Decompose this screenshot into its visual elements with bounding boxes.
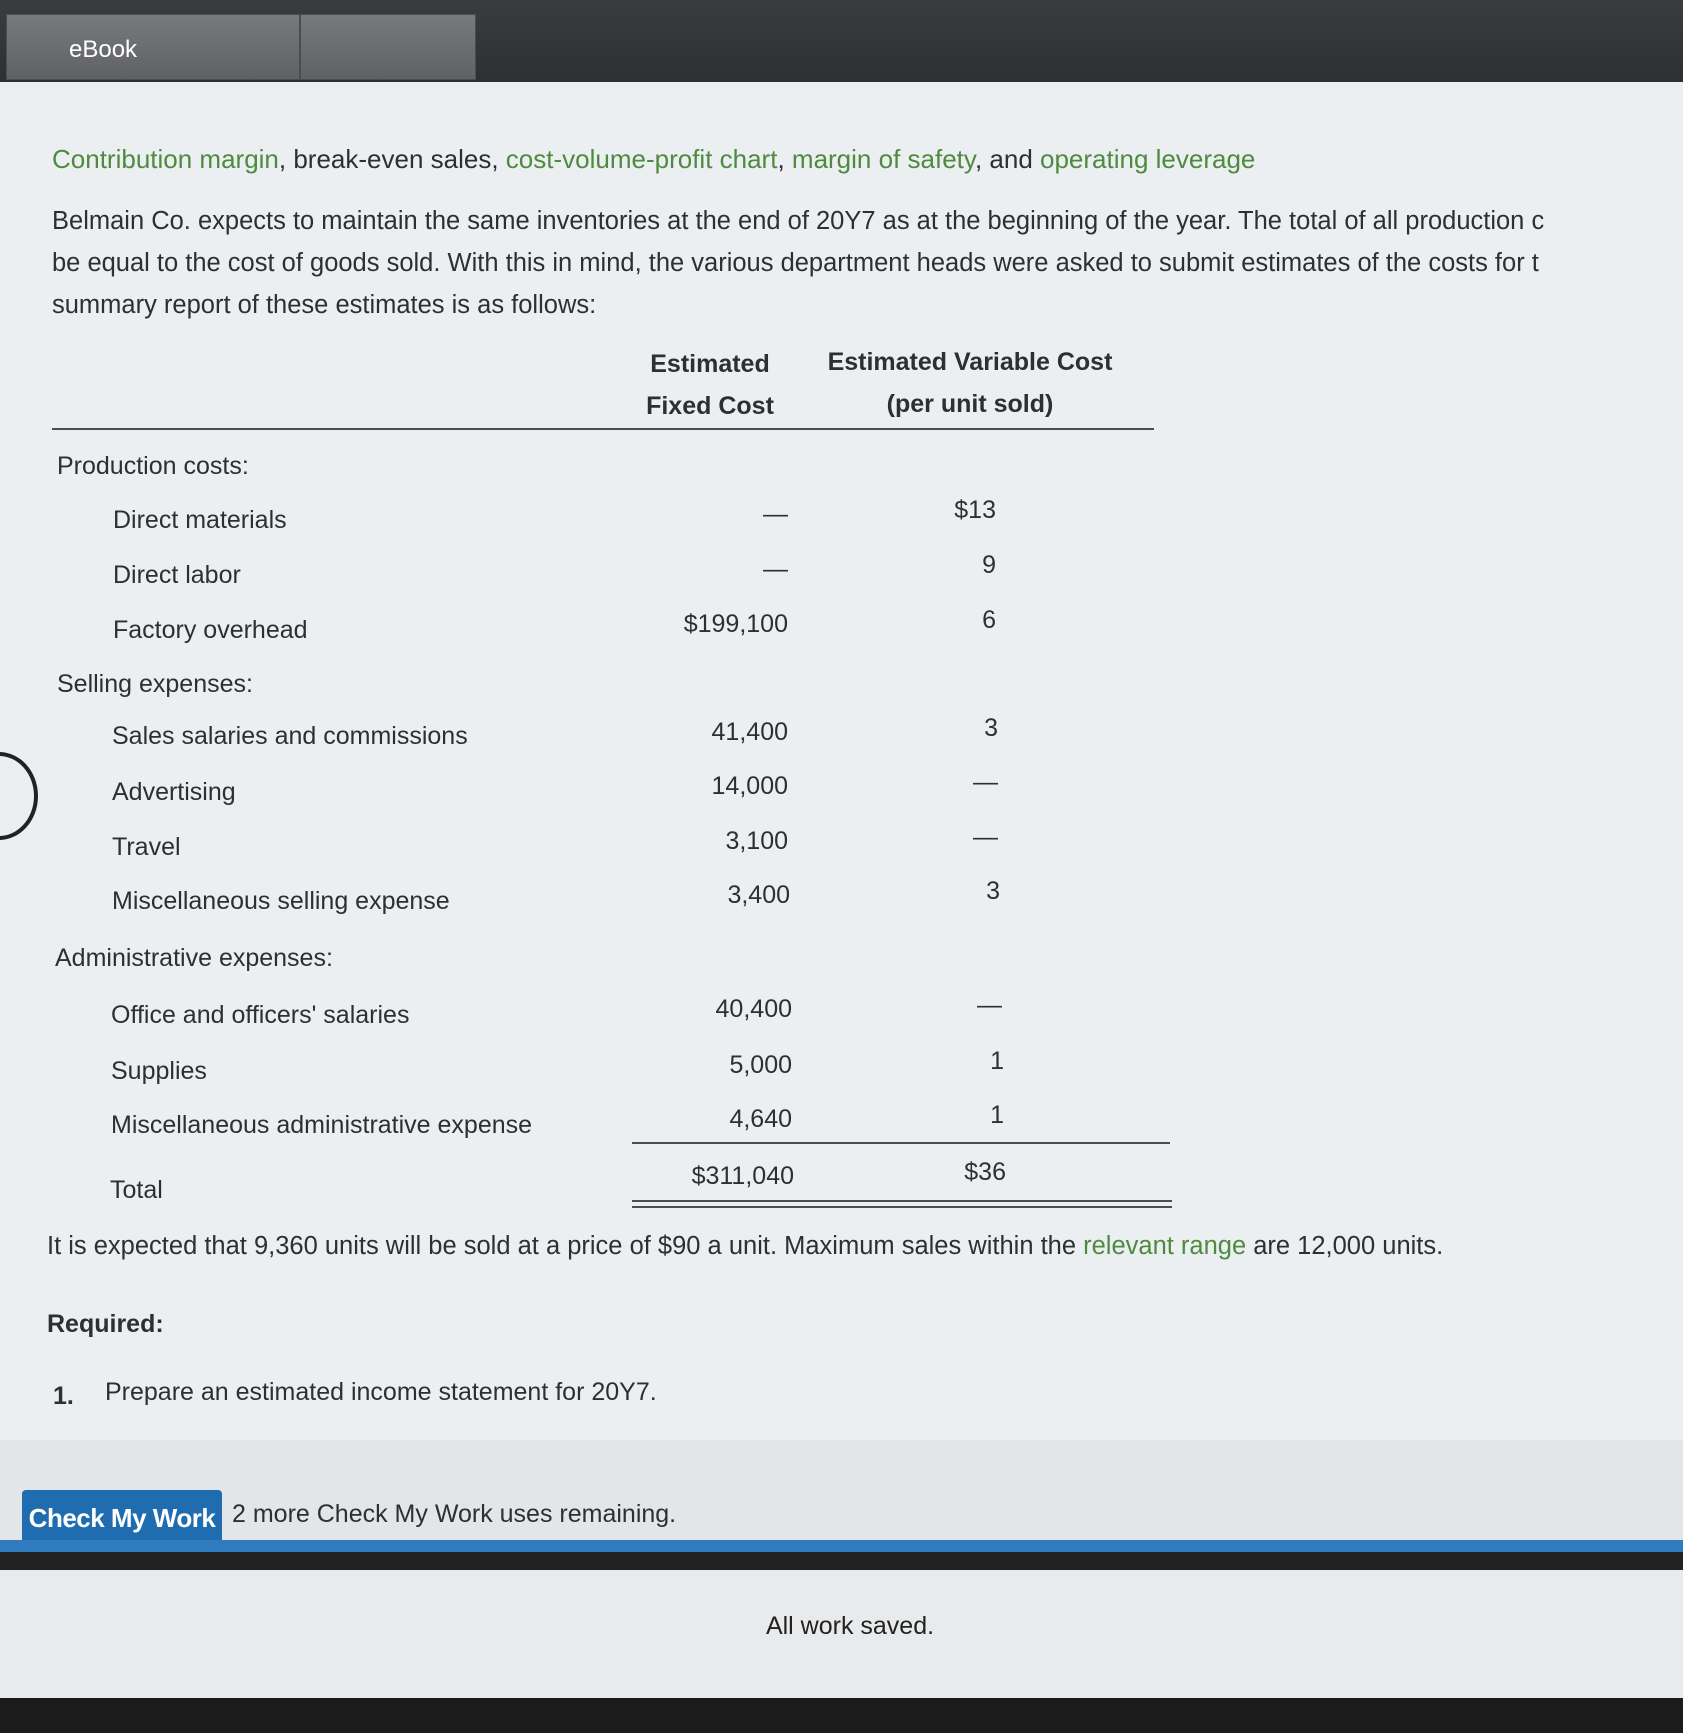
link-relevant-range[interactable]: relevant range [1083, 1232, 1247, 1260]
title-sep: , [278, 144, 294, 174]
required-item-text: Prepare an estimated income statement for 20Y7. [105, 1378, 657, 1406]
row-fixed: — [763, 500, 788, 528]
top-bar [0, 0, 1683, 82]
divider-band [0, 1552, 1683, 1570]
intro-line: Belmain Co. expects to maintain the same inventories at the end of 20Y7 as at the beginning of the year. The total of all production c [52, 207, 1545, 235]
row-variable: — [973, 823, 998, 851]
row-label: Advertising [112, 778, 236, 806]
section-selling: Selling expenses: [57, 670, 253, 698]
total-label: Total [110, 1176, 163, 1204]
intro-line: be equal to the cost of goods sold. With this in mind, the various department heads were asked to submit estimates of the costs for t [52, 249, 1539, 277]
intro-line: summary report of these estimates is as follows: [52, 291, 597, 319]
check-my-work-remaining: 2 more Check My Work uses remaining. [232, 1500, 677, 1528]
title-break-even: break-even sales [293, 144, 492, 174]
row-label: Direct materials [113, 506, 287, 534]
save-status: All work saved. [765, 1612, 935, 1640]
progress-bar [0, 1540, 1683, 1552]
row-variable: 3 [984, 714, 998, 742]
section-admin: Administrative expenses: [55, 944, 333, 972]
header-fixed-line2: Fixed Cost [646, 392, 774, 420]
radio-circle-edge[interactable] [0, 752, 38, 840]
tab-ebook[interactable] [6, 14, 300, 80]
title-sep: , [491, 144, 506, 174]
row-variable: 1 [990, 1101, 1004, 1129]
row-label: Direct labor [113, 561, 241, 589]
footer-bottom-edge [0, 1698, 1683, 1733]
row-variable: — [977, 991, 1002, 1019]
row-label: Office and officers' salaries [111, 1001, 410, 1029]
row-label: Travel [112, 833, 181, 861]
row-fixed: 41,400 [711, 718, 788, 746]
row-variable: 6 [982, 606, 996, 634]
header-variable-line2: (per unit sold) [886, 390, 1054, 418]
problem-title [52, 144, 1255, 175]
total-fixed: $311,040 [691, 1162, 794, 1190]
intro-paragraph [52, 200, 1683, 326]
row-label: Sales salaries and commissions [112, 722, 468, 750]
row-fixed: 4,640 [729, 1105, 792, 1133]
expected-text-end: are 12,000 units. [1246, 1232, 1444, 1260]
total-variable: $36 [964, 1158, 1006, 1186]
tab-secondary[interactable] [300, 14, 476, 80]
row-fixed: 40,400 [715, 995, 792, 1023]
header-variable-line1: Estimated Variable Cost [827, 348, 1113, 376]
row-label: Miscellaneous administrative expense [111, 1111, 533, 1139]
check-my-work-button[interactable]: Check My Work [22, 1490, 222, 1546]
link-cvp-chart[interactable]: cost-volume-profit chart [505, 144, 778, 174]
total-double-rule-top [632, 1200, 1172, 1202]
row-fixed: $199,100 [683, 610, 788, 638]
link-operating-leverage[interactable]: operating leverage [1040, 144, 1256, 174]
total-double-rule-bottom [632, 1206, 1172, 1208]
tab-ebook-label: eBook [69, 36, 138, 63]
section-production: Production costs: [57, 452, 249, 480]
row-variable: $13 [954, 496, 996, 524]
row-fixed: — [763, 555, 788, 583]
expected-text: It is expected that 9,360 units will be sold at a price of $90 a unit. Maximum sales within the [47, 1232, 1084, 1260]
row-variable: 1 [990, 1047, 1004, 1075]
title-sep: , [777, 144, 792, 174]
row-variable: 9 [982, 551, 996, 579]
row-label: Miscellaneous selling expense [112, 887, 450, 915]
required-item-number: 1. [53, 1382, 74, 1410]
header-rule [52, 428, 1154, 430]
link-contribution-margin[interactable]: Contribution margin [52, 144, 279, 174]
expected-sentence [47, 1232, 1443, 1261]
subtotal-rule [632, 1142, 1170, 1144]
row-label: Factory overhead [113, 616, 308, 644]
row-label: Supplies [111, 1057, 207, 1085]
row-fixed: 5,000 [729, 1051, 792, 1079]
row-variable: — [973, 768, 998, 796]
row-fixed: 14,000 [711, 772, 788, 800]
header-fixed-line1: Estimated [650, 350, 770, 378]
title-sep: , and [974, 144, 1041, 174]
required-heading: Required: [47, 1310, 164, 1338]
link-margin-of-safety[interactable]: margin of safety [791, 144, 975, 174]
row-variable: 3 [986, 877, 1000, 905]
row-fixed: 3,100 [725, 827, 788, 855]
row-fixed: 3,400 [727, 881, 790, 909]
problem-content [0, 82, 1683, 1440]
